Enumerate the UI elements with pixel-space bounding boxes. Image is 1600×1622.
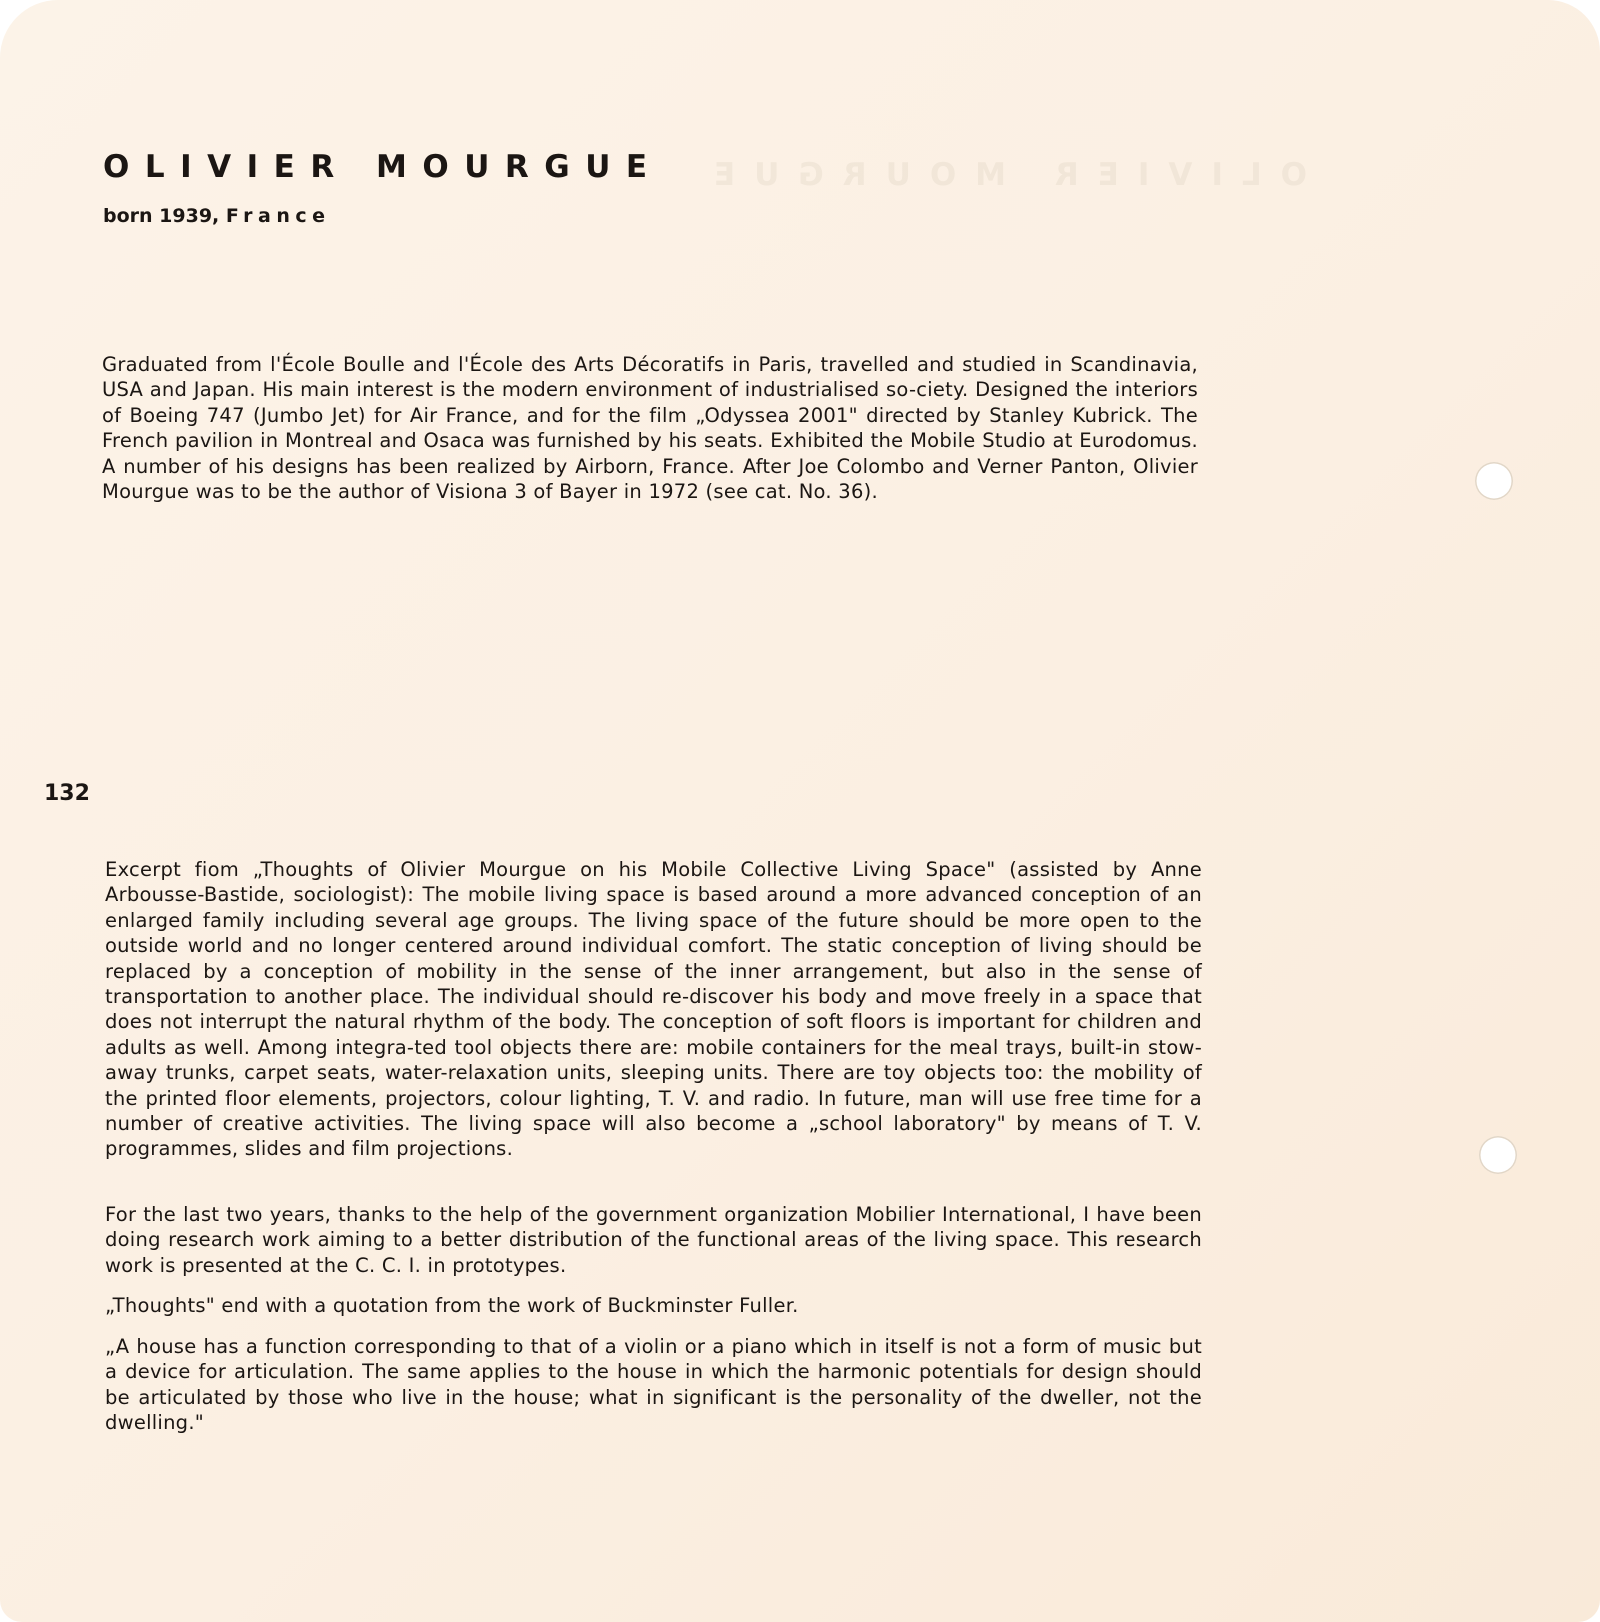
birth-country-label: France [225, 205, 331, 227]
show-through-title: OLIVIER MOURGUE [695, 157, 1308, 193]
binder-hole-top [1475, 462, 1513, 500]
birth-year-label: born 1939, [103, 205, 220, 227]
designer-name-heading: OLIVIER MOURGUE [103, 149, 663, 185]
thoughts-paragraph: „Thoughts" end with a quotation from the work of Buckminster Fuller. [105, 1294, 799, 1317]
page-number: 132 [44, 781, 90, 806]
fuller-quote-paragraph: „A house has a function corresponding to that of a violin or a piano which in itself is not a form of music but a device for articulation. The same applies to the house in which the harmonic potentials for design should be articulated by those who live in the house; what in significant is the personality of the dweller, not the dwelling." [105, 1335, 1202, 1435]
excerpt-paragraph: Excerpt fiom „Thoughts of Olivier Mourgue on his Mobile Collective Living Space" (assisted by Anne Arbousse-Bastide, sociologist): The mobile living space is based around a more advanced conception of an enlarged family including several age groups. The living space of the future should be more open to the outside world and no longer centered around individual comfort. The static conception of living should be replaced by a conception of mobility in the sense of the inner arrangement, but also in the sense of transportation to another place. The individual should re-discover his body and move freely in a space that does not interrupt the natural rhythm of the body. The conception of soft floors is important for children and adults as well. Among integra-ted tool objects there are: mobile containers for the meal trays, built-in stow-away trunks, carpet seats, water-relaxation units, sleeping units. There are toy objects too: the mobility of the printed floor elements, projectors, colour lighting, T. V. and radio. In future, man will use free time for a number of creative activities. The living space will also become a „school laboratory" by means of T. V. programmes, slides and film projections. [105, 858, 1202, 1161]
birth-info [103, 207, 331, 226]
biography-paragraph: Graduated from l'École Boulle and l'École des Arts Décoratifs in Paris, travelled and studied in Scandinavia, USA and Japan. His main interest is the modern environment of industrialised so-ciety. Designed the interiors of Boeing 747 (Jumbo Jet) for Air France, and for the film „Odyssea 2001" directed by Stanley Kubrick. The French pavilion in Montreal and Osaca was furnished by his seats. Exhibited the Mobile Studio at Eurodomus. A number of his designs has been realized by Airborn, France. After Joe Colombo and Verner Panton, Olivier Mourgue was to be the author of Visiona 3 of Bayer in 1972 (see cat. No. 36). [102, 353, 1198, 504]
research-paragraph: For the last two years, thanks to the help of the government organization Mobilier International, I have been doing research work aiming to a better distribution of the functional areas of the living space. This research work is presented at the C. C. I. in prototypes. [105, 1203, 1202, 1277]
binder-hole-bottom [1479, 1136, 1517, 1174]
